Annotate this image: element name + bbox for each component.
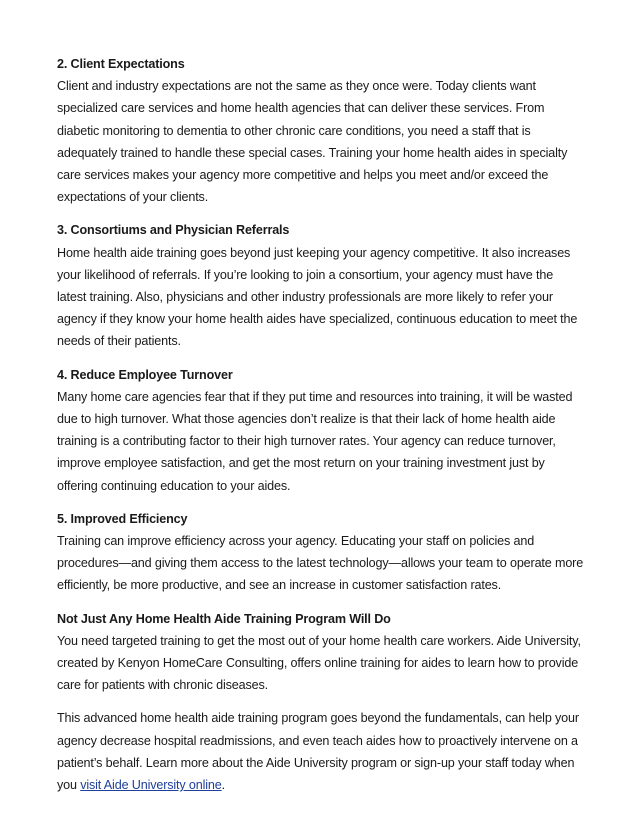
section-client-expectations	[57, 53, 585, 208]
visit-aide-university-link[interactable]: visit Aide University online	[80, 778, 222, 793]
section-body: Client and industry expectations are not the same as they once were. Today clients want specialized care services and home health agencies that can deliver these services. From diabetic monitoring to dementia to other chronic care conditions, you need a staff that is adequately trained to handle these special cases. Training your home health aides in specialty care services makes your agency more competitive and helps you meet and/or exceed the expectations of your clients.	[57, 79, 568, 205]
document-page	[57, 53, 585, 807]
section-body: You need targeted training to get the most out of your home health care workers. Aide University, created by Kenyon HomeCare Consulting, offers online training for aides to learn how to provide care for patients with chronic diseases.	[57, 633, 581, 693]
section-body: Many home care agencies fear that if they put time and resources into training, it will be wasted due to high turnover. What those agencies don’t realize is that their lack of home health aide training is a contributing factor to their high turnover rates. Your agency can reduce turnover, improve employee satisfaction, and get the most return on your training investment just by offering continuing education to your aides.	[57, 389, 573, 493]
section-heading: Not Just Any Home Health Aide Training Program Will Do	[57, 611, 391, 626]
section-body: Home health aide training goes beyond just keeping your agency competitive. It also increases your likelihood of referrals. If you’re looking to join a consortium, your agency must have the latest training. Also, physicians and other industry professionals are more likely to refer your agency if they know your home health aides have specialized, continuous education to meet the needs of their patients.	[57, 245, 578, 349]
section-heading: 5. Improved Efficiency	[57, 511, 188, 526]
section-heading: 3. Consortiums and Physician Referrals	[57, 223, 290, 238]
closing-body: This advanced home health aide training program goes beyond the fundamentals, can help your agency decrease hospital readmissions, and even teach aides how to proactively intervene on a patient’s behalf. Learn more about the Aide University program or sign-up your staff today when you	[57, 711, 579, 793]
section-body: Training can improve efficiency across your agency. Educating your staff on policies and procedures—and giving them access to the latest technology—allows your team to operate more efficiently, be more productive, and see an increase in customer satisfaction rates.	[57, 534, 584, 593]
section-heading: 4. Reduce Employee Turnover	[57, 367, 233, 382]
section-heading: 2. Client Expectations	[57, 57, 185, 71]
section-consortiums-referrals	[57, 219, 585, 352]
closing-tail: .	[221, 778, 225, 793]
closing-paragraph	[57, 707, 585, 796]
section-improved-efficiency	[57, 508, 585, 597]
section-reduce-turnover	[57, 364, 585, 497]
section-training-program	[57, 608, 585, 697]
